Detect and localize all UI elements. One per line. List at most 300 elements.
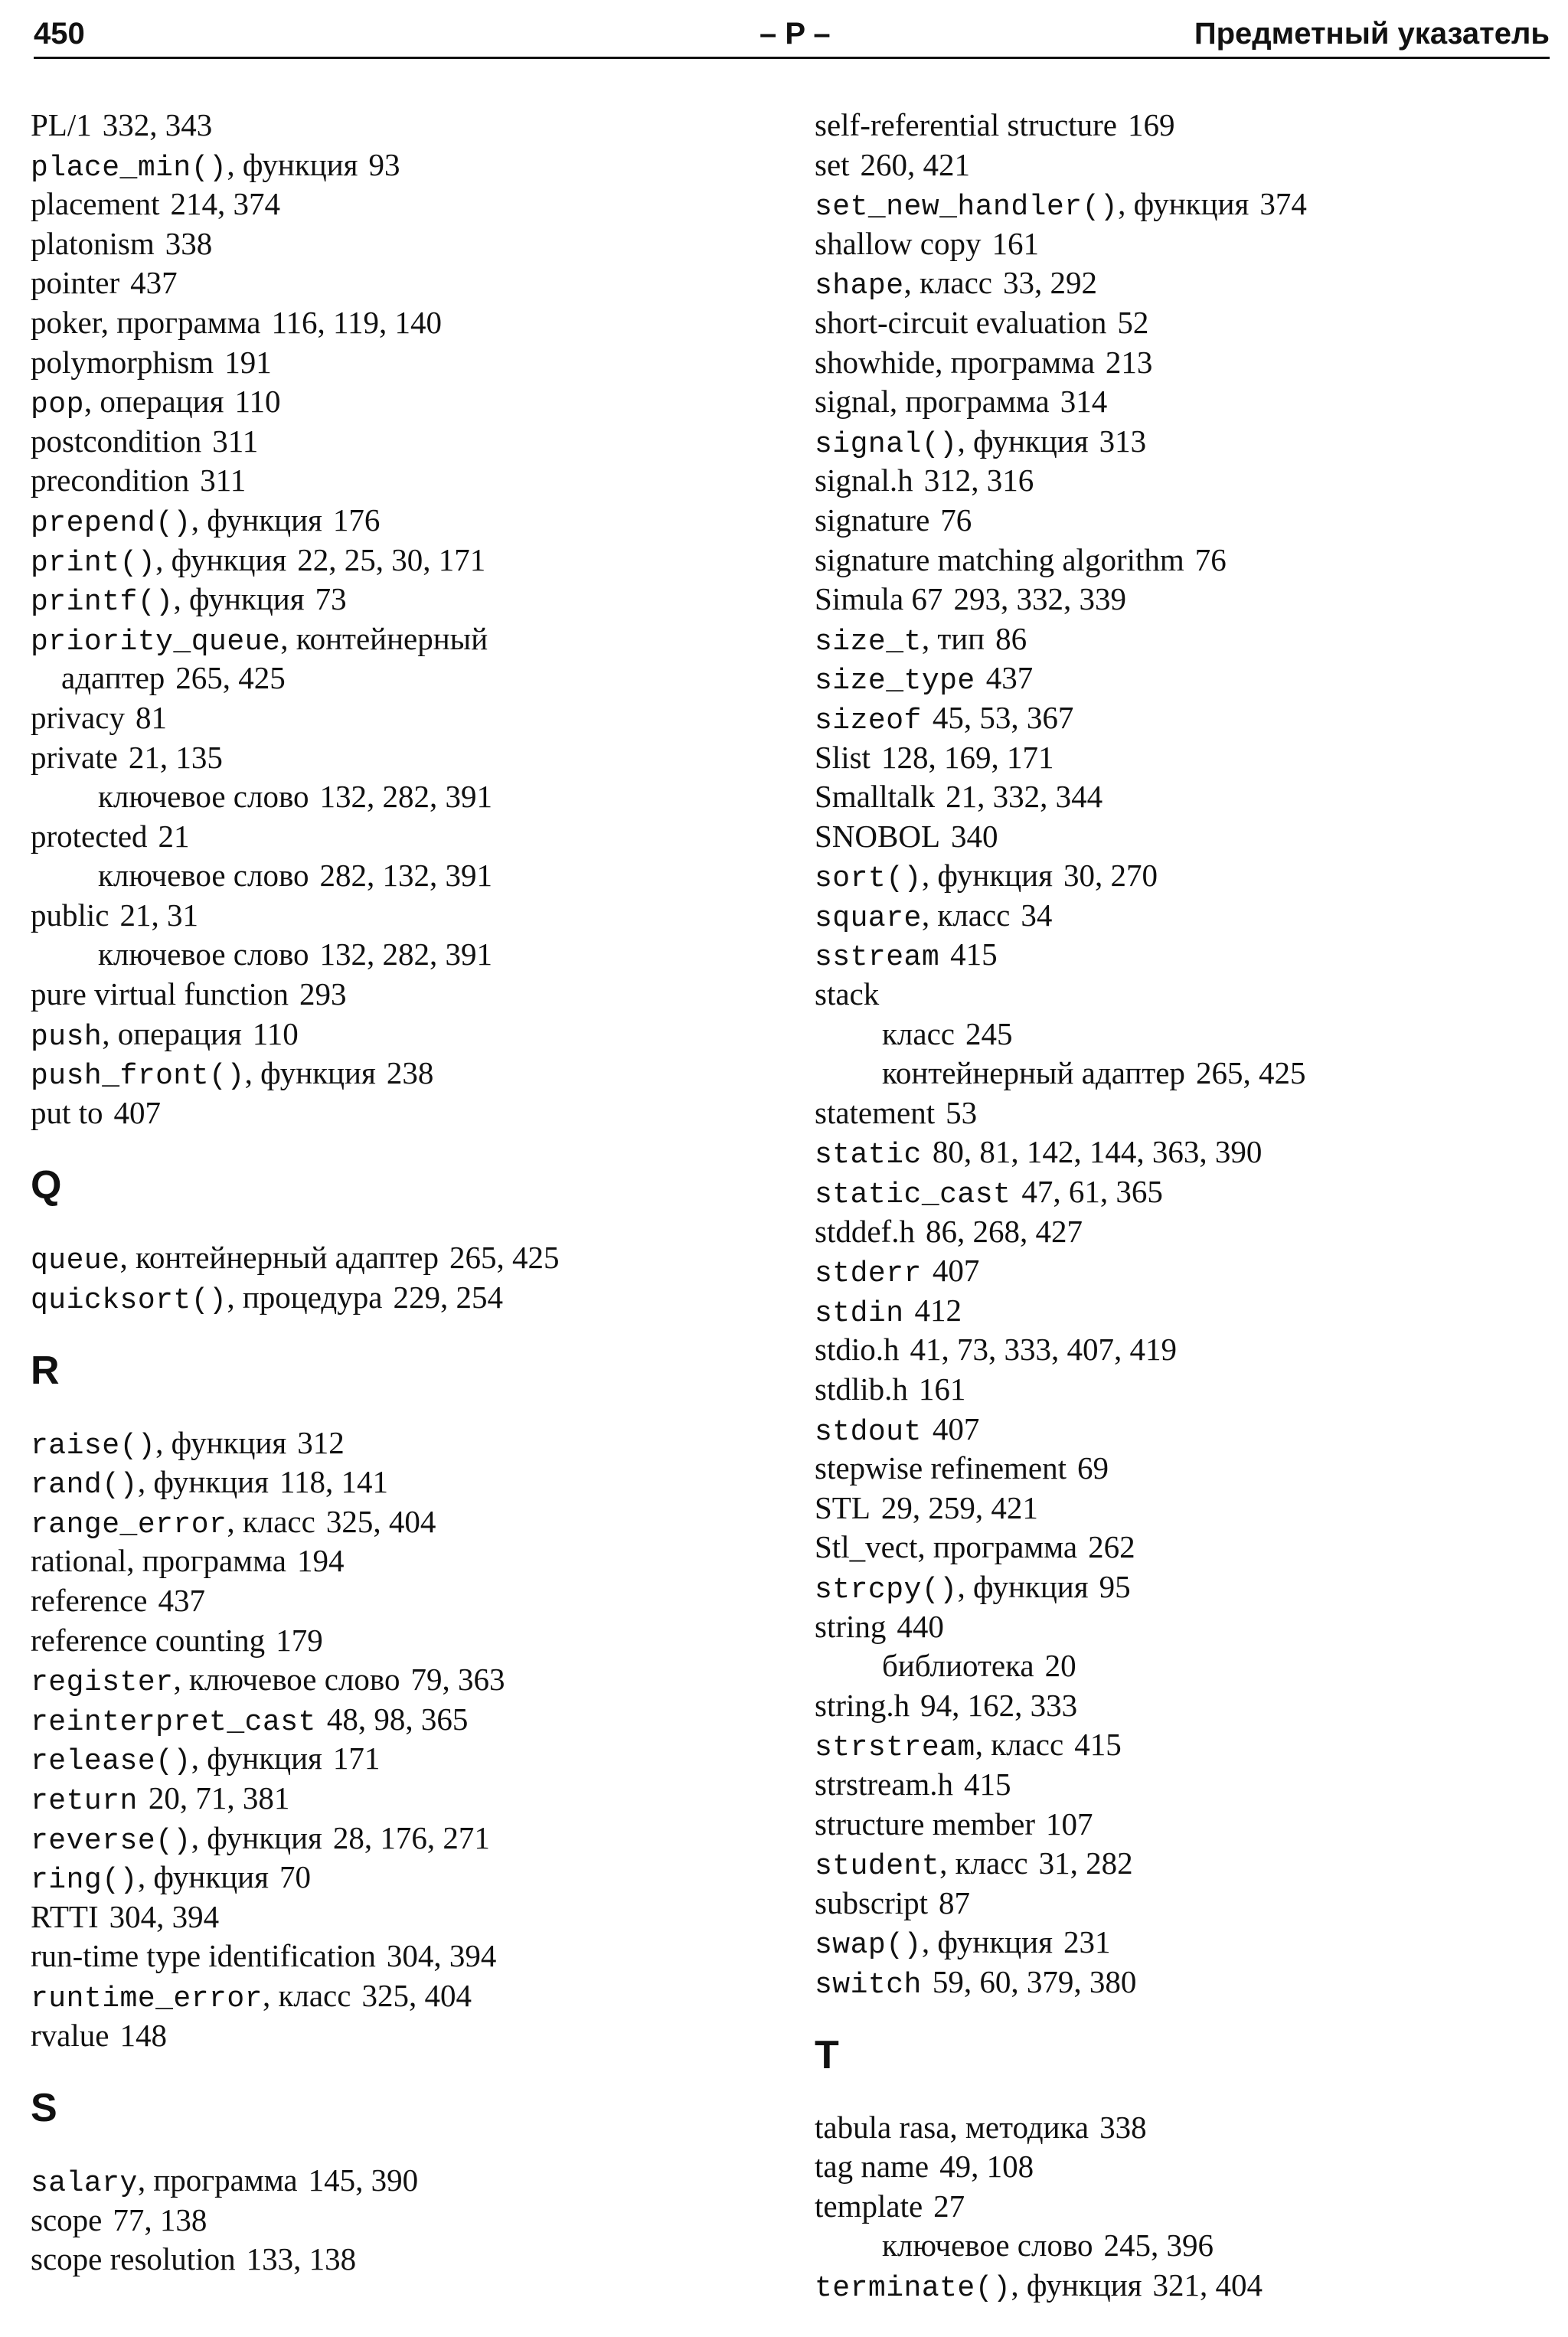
index-entry bbox=[815, 224, 1550, 264]
index-term: privacy bbox=[31, 699, 125, 735]
index-term-code: set_new_handler() bbox=[815, 191, 1119, 224]
page-references: 282, 132, 391 bbox=[319, 858, 493, 894]
index-term: , функция bbox=[191, 1740, 322, 1776]
page-references: 34 bbox=[1021, 897, 1053, 933]
page-references: 312, 316 bbox=[923, 462, 1034, 498]
page-references: 332, 343 bbox=[102, 107, 213, 142]
index-term-code: return bbox=[31, 1784, 138, 1818]
index-term-code: strcpy() bbox=[815, 1573, 958, 1606]
page-references: 260, 421 bbox=[860, 146, 971, 182]
index-term: Stl_vect, программа bbox=[815, 1529, 1078, 1565]
index-term: postcondition bbox=[31, 423, 202, 459]
index-entry bbox=[31, 817, 758, 857]
index-term: класс bbox=[882, 1015, 955, 1051]
index-entry bbox=[815, 106, 1550, 145]
index-term: pointer bbox=[31, 265, 120, 301]
index-term-code: size_t bbox=[815, 625, 922, 659]
index-entry bbox=[31, 777, 758, 817]
page-references: 265, 425 bbox=[449, 1240, 560, 1276]
index-entry bbox=[815, 1765, 1550, 1805]
index-entry bbox=[815, 1725, 1550, 1765]
index-entry bbox=[31, 1238, 758, 1278]
index-term-code: stdout bbox=[815, 1415, 922, 1449]
page-references: 314 bbox=[1060, 384, 1108, 420]
page-references: 312 bbox=[297, 1424, 345, 1460]
index-term: PL/1 bbox=[31, 107, 92, 142]
index-entry bbox=[31, 580, 758, 619]
running-header bbox=[34, 6, 1550, 59]
page-references: 73 bbox=[315, 581, 347, 617]
index-term: signature bbox=[815, 502, 930, 538]
section-heading: T bbox=[815, 2032, 839, 2077]
section-spacer bbox=[31, 1133, 758, 1159]
index-entry bbox=[815, 2187, 1550, 2227]
index-term: protected bbox=[31, 818, 148, 854]
index-term-code: printf() bbox=[31, 586, 174, 619]
index-entry bbox=[31, 185, 758, 224]
page-references: 33, 292 bbox=[1003, 265, 1098, 301]
page-references: 87 bbox=[939, 1884, 971, 1920]
index-term: , операция bbox=[83, 384, 224, 420]
index-entry bbox=[815, 1567, 1550, 1607]
index-entry bbox=[815, 1172, 1550, 1212]
index-term: ключевое слово bbox=[98, 936, 309, 972]
index-entry bbox=[31, 303, 758, 343]
page-references: 29, 259, 421 bbox=[880, 1489, 1038, 1525]
index-term: , функция bbox=[227, 146, 358, 182]
index-term: , программа bbox=[137, 2162, 298, 2198]
index-term: SNOBOL bbox=[815, 818, 941, 854]
index-entry bbox=[31, 1819, 758, 1858]
index-entry bbox=[815, 501, 1550, 541]
index-entry bbox=[31, 935, 758, 975]
index-column-right bbox=[815, 106, 1550, 2305]
index-term: private bbox=[31, 739, 118, 775]
index-term-code: print() bbox=[31, 546, 156, 580]
index-entry bbox=[815, 1212, 1550, 1252]
index-entry bbox=[31, 1779, 758, 1819]
index-entry bbox=[815, 619, 1550, 659]
page-references: 145, 390 bbox=[308, 2162, 419, 2198]
index-term: , функция bbox=[155, 541, 287, 577]
index-term-code: stderr bbox=[815, 1257, 922, 1291]
page-references: 311 bbox=[200, 462, 247, 498]
index-term: , класс bbox=[975, 1727, 1064, 1763]
index-term-code: stdin bbox=[815, 1296, 904, 1330]
page-references: 338 bbox=[1099, 2109, 1147, 2145]
index-term: STL bbox=[815, 1489, 871, 1525]
page-references: 176 bbox=[332, 502, 381, 538]
index-entry bbox=[31, 145, 758, 185]
index-entry bbox=[815, 817, 1550, 857]
index-term-code: ring() bbox=[31, 1864, 138, 1897]
page-references: 80, 81, 142, 144, 363, 390 bbox=[932, 1134, 1263, 1170]
index-term: , функция bbox=[173, 581, 305, 617]
index-entry bbox=[31, 1858, 758, 1897]
index-entry bbox=[31, 1463, 758, 1502]
page-references: 321, 404 bbox=[1152, 2267, 1263, 2303]
page-references: 229, 254 bbox=[393, 1280, 503, 1316]
index-term: , функция bbox=[155, 1424, 287, 1460]
index-term: polymorphism bbox=[31, 344, 214, 380]
page-references: 22, 25, 30, 171 bbox=[297, 541, 486, 577]
index-term: precondition bbox=[31, 462, 190, 498]
index-entry bbox=[815, 343, 1550, 383]
index-entry bbox=[31, 541, 758, 580]
page-references: 304, 394 bbox=[109, 1898, 220, 1934]
index-entry bbox=[31, 2240, 758, 2280]
index-term: , ключевое слово bbox=[173, 1662, 400, 1698]
index-term: stdio.h bbox=[815, 1332, 900, 1368]
page-references: 437 bbox=[985, 660, 1034, 696]
index-term: , контейнерный bbox=[280, 620, 488, 656]
index-term: structure member bbox=[815, 1806, 1036, 1842]
index-term-code: priority_queue bbox=[31, 625, 281, 659]
index-entry bbox=[31, 343, 758, 383]
page-references: 48, 98, 365 bbox=[326, 1701, 469, 1737]
index-term: stddef.h bbox=[815, 1213, 915, 1249]
page-references: 47, 61, 365 bbox=[1021, 1174, 1163, 1210]
page-references: 245 bbox=[965, 1015, 1013, 1051]
page-references: 52 bbox=[1117, 304, 1149, 340]
page-references: 21 bbox=[158, 818, 190, 854]
page-references: 304, 394 bbox=[386, 1938, 497, 1974]
index-term: signature matching algorithm bbox=[815, 541, 1184, 577]
page-references: 76 bbox=[1194, 541, 1227, 577]
page-references: 107 bbox=[1046, 1806, 1093, 1842]
index-entry bbox=[815, 461, 1550, 501]
index-entry bbox=[815, 1291, 1550, 1331]
index-entry bbox=[815, 856, 1550, 896]
index-entry bbox=[31, 1093, 758, 1133]
index-term: , функция bbox=[137, 1464, 269, 1500]
index-entry bbox=[815, 1686, 1550, 1726]
index-entry bbox=[815, 2226, 1550, 2266]
page-references: 325, 404 bbox=[361, 1977, 472, 2013]
page-references: 41, 73, 333, 407, 419 bbox=[910, 1332, 1177, 1368]
page-references: 169 bbox=[1127, 107, 1175, 142]
page-references: 415 bbox=[950, 936, 998, 972]
index-entry bbox=[31, 975, 758, 1015]
index-entry bbox=[815, 777, 1550, 817]
index-entry bbox=[31, 224, 758, 264]
index-entry bbox=[31, 1581, 758, 1621]
page-references: 338 bbox=[165, 225, 213, 261]
page-references: 86 bbox=[995, 620, 1027, 656]
page-references: 265, 425 bbox=[1195, 1055, 1306, 1091]
index-term: Slist bbox=[815, 739, 871, 775]
index-entry bbox=[815, 1093, 1550, 1133]
index-term-code: prepend() bbox=[31, 506, 191, 540]
page-references: 45, 53, 367 bbox=[932, 699, 1074, 735]
page-references: 132, 282, 391 bbox=[319, 779, 493, 815]
index-term: , класс bbox=[227, 1503, 315, 1539]
page-references: 415 bbox=[964, 1766, 1011, 1802]
index-term: Simula 67 bbox=[815, 581, 943, 617]
section-spacer bbox=[31, 1318, 758, 1344]
index-entry bbox=[815, 1963, 1550, 2002]
index-entry bbox=[31, 698, 758, 738]
index-term-code: reinterpret_cast bbox=[31, 1705, 316, 1739]
index-entry bbox=[815, 1884, 1550, 1924]
index-term-code: student bbox=[815, 1850, 940, 1884]
index-entry bbox=[31, 382, 758, 422]
index-entry bbox=[815, 1489, 1550, 1528]
index-entry bbox=[815, 580, 1550, 619]
index-term: , функция bbox=[191, 502, 322, 538]
page-references: 161 bbox=[918, 1371, 966, 1407]
page-references: 213 bbox=[1105, 344, 1153, 380]
page-references: 116, 119, 140 bbox=[271, 304, 442, 340]
page-references: 407 bbox=[932, 1253, 980, 1289]
index-term: placement bbox=[31, 186, 160, 222]
index-term: stepwise refinement bbox=[815, 1450, 1067, 1486]
page-references: 407 bbox=[932, 1410, 980, 1446]
index-entry bbox=[815, 263, 1550, 303]
index-term-code: push bbox=[31, 1020, 103, 1054]
index-term: stdlib.h bbox=[815, 1371, 908, 1407]
page-references: 194 bbox=[297, 1543, 345, 1579]
index-term: strstream.h bbox=[815, 1766, 954, 1802]
index-term: self-referential structure bbox=[815, 107, 1117, 142]
index-term-code: shape bbox=[815, 270, 904, 303]
index-term: poker, программа bbox=[31, 304, 261, 340]
index-entry bbox=[31, 1054, 758, 1093]
index-entry bbox=[815, 698, 1550, 738]
index-term: signal.h bbox=[815, 462, 913, 498]
page-references: 214, 374 bbox=[170, 186, 280, 222]
page-references: 27 bbox=[933, 2188, 965, 2224]
index-term: , функция bbox=[921, 1924, 1053, 1960]
page-references: 325, 404 bbox=[325, 1503, 436, 1539]
index-term-code: size_type bbox=[815, 665, 975, 698]
index-entry bbox=[815, 145, 1550, 185]
index-entry bbox=[31, 263, 758, 303]
index-term: run-time type identification bbox=[31, 1938, 376, 1974]
index-entry bbox=[31, 619, 758, 659]
index-term: pure virtual function bbox=[31, 976, 289, 1012]
page-references: 191 bbox=[224, 344, 272, 380]
page-references: 311 bbox=[212, 423, 259, 459]
index-entry bbox=[815, 1251, 1550, 1291]
index-entry bbox=[31, 2016, 758, 2056]
index-term: shallow copy bbox=[815, 225, 982, 261]
index-entry bbox=[31, 1621, 758, 1661]
index-term: , функция bbox=[244, 1055, 376, 1091]
page-references: 374 bbox=[1259, 186, 1307, 222]
index-term: , функция bbox=[957, 423, 1089, 459]
page-references: 171 bbox=[332, 1740, 381, 1776]
index-term: , класс bbox=[939, 1845, 1028, 1881]
index-term-code: static_cast bbox=[815, 1178, 1011, 1212]
index-term: statement bbox=[815, 1094, 936, 1130]
index-entry bbox=[31, 1937, 758, 1976]
index-entry bbox=[815, 2147, 1550, 2187]
index-term: , операция bbox=[102, 1015, 242, 1051]
index-term: put to bbox=[31, 1094, 103, 1130]
index-entry bbox=[31, 422, 758, 462]
index-term-code: rand() bbox=[31, 1469, 138, 1502]
index-entry bbox=[815, 1133, 1550, 1172]
index-entry bbox=[31, 1502, 758, 1542]
index-entry bbox=[31, 738, 758, 778]
page-references: 110 bbox=[252, 1015, 299, 1051]
index-entry bbox=[31, 1976, 758, 2016]
page-references: 76 bbox=[940, 502, 972, 538]
section-spacer bbox=[815, 2002, 1550, 2028]
index-term-code: queue bbox=[31, 1244, 120, 1278]
index-term-code: push_front() bbox=[31, 1060, 245, 1093]
index-term-code: range_error bbox=[31, 1508, 227, 1541]
index-term: rational, программа bbox=[31, 1543, 286, 1579]
section-heading: R bbox=[31, 1348, 60, 1393]
page-references: 293 bbox=[299, 976, 347, 1012]
index-entry bbox=[31, 1278, 758, 1318]
page-references: 245, 396 bbox=[1103, 2228, 1214, 2263]
page-references: 437 bbox=[158, 1583, 205, 1618]
page-references: 20 bbox=[1044, 1648, 1076, 1684]
page-references: 31, 282 bbox=[1038, 1845, 1133, 1881]
index-entry bbox=[815, 1805, 1550, 1845]
index-entry bbox=[815, 1528, 1550, 1567]
section-heading: S bbox=[31, 2086, 57, 2131]
index-term: , функция bbox=[191, 1819, 322, 1855]
index-term: ключевое слово bbox=[98, 779, 309, 815]
page-references: 110 bbox=[234, 384, 281, 420]
page-references: 20, 71, 381 bbox=[148, 1780, 290, 1816]
page-references: 440 bbox=[897, 1608, 944, 1644]
page-number: 450 bbox=[34, 17, 85, 51]
index-term: rvalue bbox=[31, 2017, 109, 2053]
index-term: , тип bbox=[921, 620, 985, 656]
index-term-code: terminate() bbox=[815, 2271, 1011, 2305]
page-references: 262 bbox=[1088, 1529, 1135, 1565]
index-entry bbox=[815, 422, 1550, 462]
page-references: 70 bbox=[279, 1859, 311, 1895]
page-title: Предметный указатель bbox=[1194, 17, 1550, 51]
index-term: string.h bbox=[815, 1687, 910, 1723]
index-term: scope resolution bbox=[31, 2241, 236, 2277]
page-references: 21, 135 bbox=[128, 739, 223, 775]
index-entry bbox=[31, 461, 758, 501]
index-term-code: sstream bbox=[815, 941, 940, 975]
index-entry bbox=[815, 382, 1550, 422]
section-letter: – P – bbox=[760, 17, 831, 51]
index-term: subscript bbox=[815, 1884, 929, 1920]
index-entry bbox=[815, 1410, 1550, 1450]
page-references: 161 bbox=[991, 225, 1039, 261]
index-term-code: pop bbox=[31, 388, 84, 422]
index-term-code: static bbox=[815, 1139, 922, 1172]
index-entry bbox=[31, 856, 758, 896]
index-entry bbox=[31, 2161, 758, 2201]
index-term: stack bbox=[815, 976, 880, 1012]
index-term-code: quicksort() bbox=[31, 1284, 227, 1318]
page-references: 340 bbox=[951, 818, 998, 854]
index-term: string bbox=[815, 1608, 887, 1644]
index-entry bbox=[815, 541, 1550, 580]
index-entry bbox=[31, 659, 758, 698]
page-references: 148 bbox=[119, 2017, 167, 2053]
index-term: reference bbox=[31, 1583, 148, 1618]
index-entry bbox=[31, 106, 758, 145]
page-references: 265, 425 bbox=[175, 660, 286, 696]
index-term: контейнерный адаптер bbox=[882, 1055, 1185, 1091]
index-entry bbox=[815, 935, 1550, 975]
page-references: 94, 162, 333 bbox=[920, 1687, 1078, 1723]
page-references: 86, 268, 427 bbox=[925, 1213, 1083, 1249]
index-term: Smalltalk bbox=[815, 779, 936, 815]
index-entry bbox=[815, 185, 1550, 224]
index-term: , функция bbox=[921, 858, 1053, 894]
index-term: signal, программа bbox=[815, 384, 1050, 420]
section-spacer bbox=[31, 1397, 758, 1423]
index-term: platonism bbox=[31, 225, 155, 261]
index-entry bbox=[815, 1330, 1550, 1370]
index-entry bbox=[31, 896, 758, 936]
index-entry bbox=[815, 1054, 1550, 1093]
page-references: 81 bbox=[135, 699, 167, 735]
page-references: 293, 332, 339 bbox=[953, 581, 1126, 617]
page-references: 415 bbox=[1074, 1727, 1122, 1763]
index-term: , класс bbox=[262, 1977, 351, 2013]
index-entry bbox=[815, 896, 1550, 936]
index-term: библиотека bbox=[882, 1648, 1034, 1684]
page-references: 313 bbox=[1099, 423, 1147, 459]
index-entry bbox=[31, 1541, 758, 1581]
index-entry bbox=[815, 1923, 1550, 1963]
index-term: tabula rasa, методика bbox=[815, 2109, 1089, 2145]
index-term-code: reverse() bbox=[31, 1824, 191, 1858]
index-entry bbox=[815, 975, 1550, 1015]
index-entry bbox=[815, 2108, 1550, 2148]
index-term-code: raise() bbox=[31, 1429, 156, 1463]
index-term: , класс bbox=[903, 265, 993, 301]
index-term: адаптер bbox=[61, 660, 165, 696]
page-references: 179 bbox=[276, 1622, 323, 1658]
index-entry bbox=[31, 1739, 758, 1779]
page-references: 30, 270 bbox=[1063, 858, 1158, 894]
index-term: reference counting bbox=[31, 1622, 266, 1658]
index-term: set bbox=[815, 146, 850, 182]
index-entry bbox=[815, 1844, 1550, 1884]
page-references: 133, 138 bbox=[246, 2241, 357, 2277]
index-entry bbox=[815, 2266, 1550, 2306]
index-entry bbox=[31, 1660, 758, 1700]
page-references: 132, 282, 391 bbox=[319, 936, 493, 972]
page-references: 21, 31 bbox=[119, 897, 198, 933]
page-references: 69 bbox=[1077, 1450, 1109, 1486]
page-references: 412 bbox=[914, 1292, 962, 1328]
index-term: , контейнерный адаптер bbox=[119, 1240, 439, 1276]
index-entry bbox=[815, 1370, 1550, 1410]
index-entry bbox=[31, 1897, 758, 1937]
page-references: 238 bbox=[386, 1055, 434, 1091]
page-references: 437 bbox=[130, 265, 178, 301]
index-entry bbox=[815, 303, 1550, 343]
index-entry bbox=[815, 1607, 1550, 1647]
index-term: , функция bbox=[137, 1859, 269, 1895]
page-references: 95 bbox=[1099, 1568, 1131, 1604]
index-term: tag name bbox=[815, 2149, 929, 2185]
page-references: 407 bbox=[113, 1094, 162, 1130]
index-entry bbox=[31, 2201, 758, 2241]
page-references: 28, 176, 271 bbox=[332, 1819, 490, 1855]
index-term: ключевое слово bbox=[882, 2228, 1093, 2263]
section-spacer bbox=[31, 1212, 758, 1238]
index-term: showhide, программа bbox=[815, 344, 1095, 380]
index-term: template bbox=[815, 2188, 923, 2224]
